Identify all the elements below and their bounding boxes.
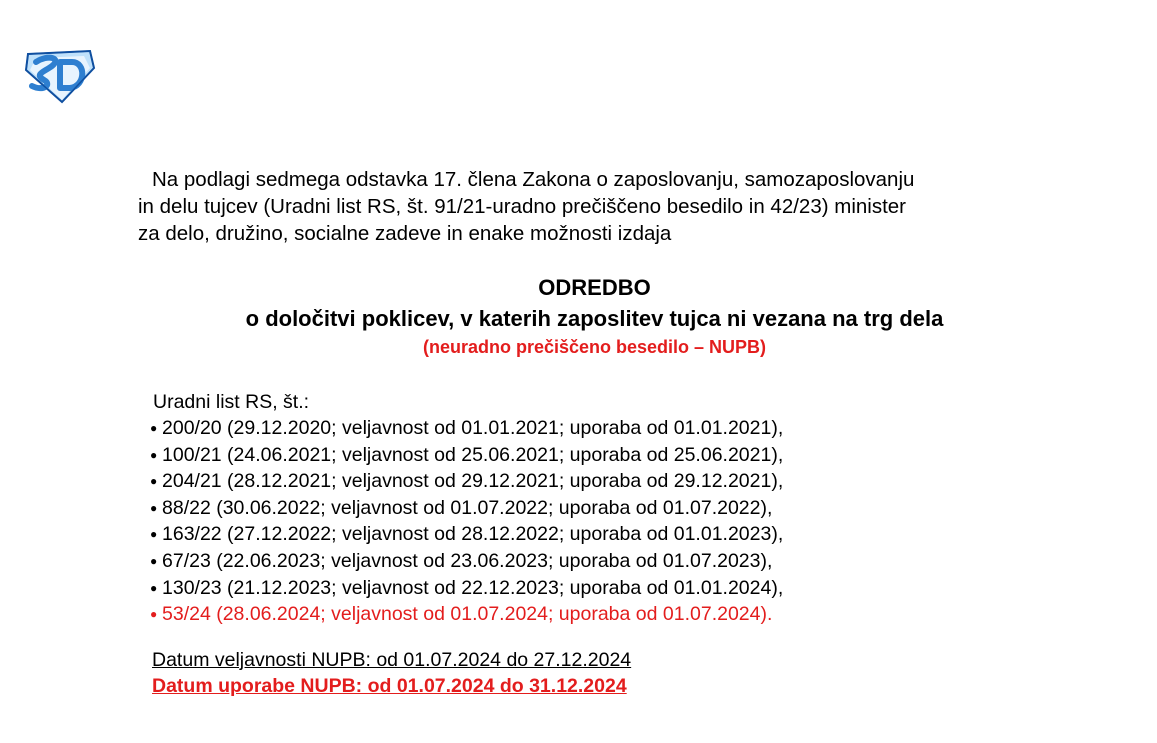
list-item xyxy=(150,415,1052,442)
document-title: ODREDBO xyxy=(538,275,651,300)
gazette-references xyxy=(152,389,1052,628)
document-subtitle: o določitvi poklicev, v katerih zaposlitev tujca ni vezana na trg dela xyxy=(245,306,944,331)
validity-date: Datum veljavnosti NUPB: od 01.07.2024 do 27.12.2024 xyxy=(152,649,632,671)
references-heading: Uradni list RS, št.: xyxy=(153,391,310,413)
intro-paragraph xyxy=(138,166,1038,247)
reference-text: 200/20 (29.12.2020; veljavnost od 01.01.2021; uporaba od 01.01.2021), xyxy=(162,417,784,439)
reference-text: 163/22 (27.12.2022; veljavnost od 28.12.2022; uporaba od 01.01.2023), xyxy=(162,523,784,546)
intro-line-2: in delu tujcev (Uradni list RS, št. 91/21-uradno prečiščeno besedilo in 42/23) minister xyxy=(138,195,906,218)
bullet-icon: ● xyxy=(150,500,158,515)
nupb-dates xyxy=(152,647,631,699)
reference-text: 53/24 (28.06.2024; veljavnost od 01.07.2024; uporaba od 01.07.2024). xyxy=(162,603,773,626)
list-item xyxy=(150,495,1052,522)
bullet-icon: ● xyxy=(150,580,158,595)
bullet-icon: ● xyxy=(150,447,158,462)
reference-text: 88/22 (30.06.2022; veljavnost od 01.07.2022; uporaba od 01.07.2022), xyxy=(162,496,773,519)
reference-text: 100/21 (24.06.2021; veljavnost od 25.06.2021; uporaba od 25.06.2021), xyxy=(162,443,784,466)
bullet-icon: ● xyxy=(150,527,158,542)
bullet-icon: ● xyxy=(150,421,158,435)
references-list xyxy=(150,415,1052,628)
intro-line-3: za delo, družino, socialne zadeve in enake možnosti izdaja xyxy=(138,222,672,245)
list-item xyxy=(150,442,1052,469)
bullet-icon: ● xyxy=(150,553,158,568)
sd-logo-icon xyxy=(22,48,96,104)
document-title-block xyxy=(0,272,1157,360)
intro-line-1: Na podlagi sedmega odstavka 17. člena Zakona o zaposlovanju, samozaposlovanju xyxy=(152,168,915,191)
list-item xyxy=(150,575,1052,602)
bullet-icon: ● xyxy=(150,474,158,489)
reference-text: 67/23 (22.06.2023; veljavnost od 23.06.2023; uporaba od 01.07.2023), xyxy=(162,549,773,572)
list-item xyxy=(150,601,1052,628)
nupb-note: (neuradno prečiščeno besedilo – NUPB) xyxy=(422,337,767,357)
list-item xyxy=(150,468,1052,495)
usage-date: Datum uporabe NUPB: od 01.07.2024 do 31.12.2024 xyxy=(152,675,627,697)
list-item xyxy=(150,521,1052,548)
reference-text: 204/21 (28.12.2021; veljavnost od 29.12.2021; uporaba od 29.12.2021), xyxy=(162,470,784,493)
bullet-icon: ● xyxy=(150,607,158,622)
reference-text: 130/23 (21.12.2023; veljavnost od 22.12.2023; uporaba od 01.01.2024), xyxy=(162,576,784,599)
list-item xyxy=(150,548,1052,575)
